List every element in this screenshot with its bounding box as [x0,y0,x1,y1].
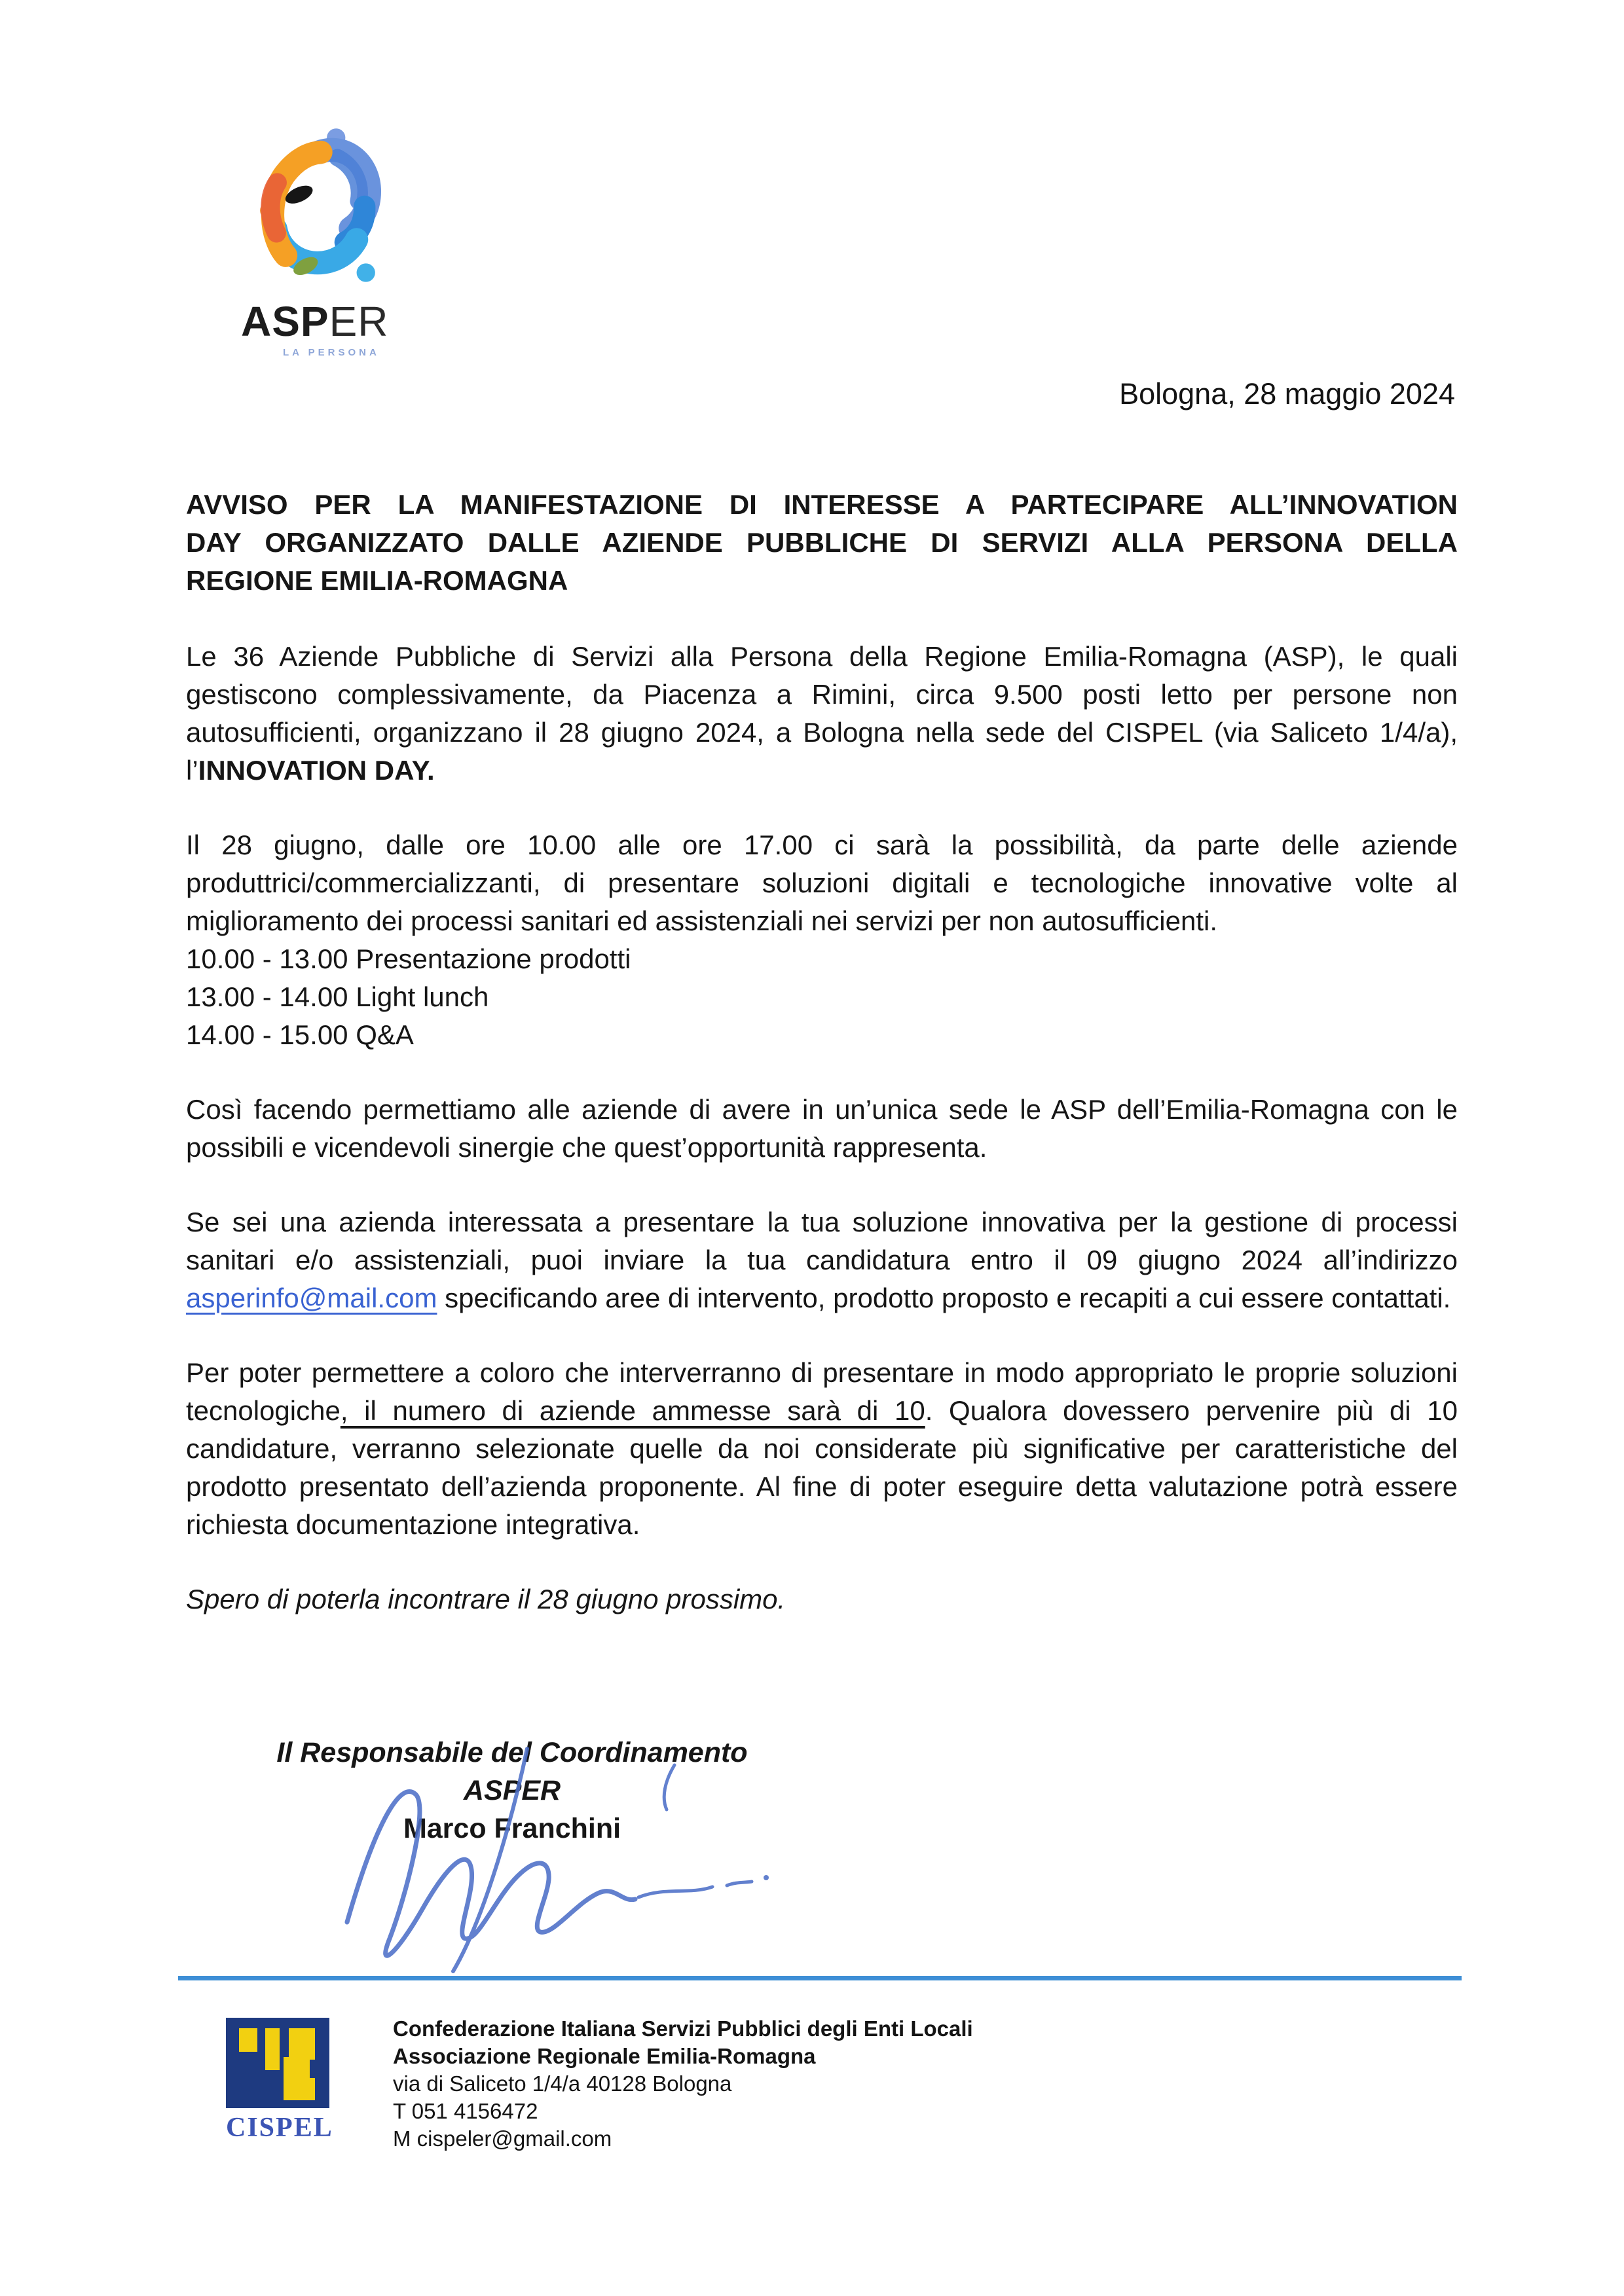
asper-logo-icon [258,126,384,295]
paragraph-closing: Spero di poterla incontrare il 28 giugno prossimo. [186,1584,786,1614]
asper-logo [241,126,398,358]
schedule-item: 10.00 - 13.00 Presentazione prodotti [186,943,631,974]
underlined-limit-text: , il numero di aziende ammesse sarà di 10 [340,1395,925,1426]
paragraph-application [186,1203,1458,1317]
signature-block [237,1734,787,1848]
asper-email-link[interactable]: asperinfo@mail.com [186,1283,437,1313]
signature-name: Marco Franchini [403,1813,621,1844]
heading-line: REGIONE EMILIA-ROMAGNA [186,565,568,596]
cispel-logo-text: CISPEL [226,2113,333,2143]
footer-org-line1: Confederazione Italiana Servizi Pubblici degli Enti Locali [393,2016,973,2041]
cispel-logo [226,2018,331,2143]
footer-org-line2: Associazione Regionale Emilia-Romagna [393,2044,816,2068]
paragraph-intro [186,638,1458,790]
footer-email: M cispeler@gmail.com [393,2126,612,2151]
letter-body [186,486,1458,1655]
heading-line: AVVISO PER LA MANIFESTAZIONE DI INTERESSE A PARTECIPARE ALL’INNOVATION [186,489,1458,520]
paragraph-application-text-after: specificando aree di intervento, prodotto proposto e recapiti a cui essere contattati. [437,1283,1451,1313]
footer-address: via di Saliceto 1/4/a 40128 Bologna [393,2071,732,2096]
asper-tagline: LA PERSONA [283,347,380,358]
schedule-item: 14.00 - 15.00 Q&A [186,1019,414,1050]
footer-phone: T 051 4156472 [393,2099,538,2123]
letter-heading [186,486,1458,600]
paragraph-program: Il 28 giugno, dalle ore 10.00 alle ore 17.00 ci sarà la possibilità, da parte delle aziende produttrici/commercializzanti, di presentare soluzioni digitali e tecnologiche innovative volte al miglioramento dei processi sanitari ed assistenziali nei servizi per non autosufficienti. [186,829,1458,936]
heading-line: DAY ORGANIZZATO DALLE AZIENDE PUBBLICHE DI SERVIZI ALLA PERSONA DELLA [186,527,1458,558]
cispel-castle-icon [226,2018,329,2108]
paragraph-intro-text: Le 36 Aziende Pubbliche di Servizi alla Persona della Regione Emilia-Romagna (ASP), le quali gestiscono complessivamente, da Piacenza a Rimini, circa 9.500 posti letto per persone non autosufficienti, organizzano il 28 giugno 2024, a Bologna nella sede del CISPEL (via Saliceto 1/4/a), l’ [186,641,1458,786]
signature-role: Il Responsabile del Coordinamento ASPER [276,1737,748,1806]
asper-wordmark [241,297,398,346]
footer-contact-block [393,2015,973,2153]
paragraph-application-text: Se sei una azienda interessata a presentare la tua soluzione innovativa per la gestione di processi sanitari e/o assistenziali, puoi inviare la tua candidatura entro il 09 giugno 2024 all’indirizzo [186,1207,1458,1275]
date-line: Bologna, 28 maggio 2024 [1119,377,1455,410]
paragraph-synergy: Così facendo permettiamo alle aziende di avere in un’unica sede le ASP dell’Emilia-Romagna con le possibili e vicendevoli sinergie che quest’opportunità rappresenta. [186,1094,1458,1163]
schedule-item: 13.00 - 14.00 Light lunch [186,981,489,1012]
schedule-list [186,940,1458,1054]
paragraph-selection-text: Per poter permettere a coloro che interverranno di presentare in modo appropriato le proprie soluzioni tecnologiche [186,1357,1458,1426]
footer-divider [178,1976,1462,1980]
asper-wordmark-bold: ASP [241,298,329,345]
paragraph-selection-text-after: . Qualora dovessero pervenire più di 10 candidature, verranno selezionate quelle da noi considerate più significative per caratteristiche del prodotto presentato dell’azienda proponente. Al fine di poter eseguire detta valutazione potrà essere richiesta documentazione integrativa. [186,1395,1458,1540]
paragraph-selection [186,1354,1458,1544]
innovation-day-bold: INNOVATION DAY. [198,755,435,786]
asper-wordmark-light: ER [329,298,389,345]
